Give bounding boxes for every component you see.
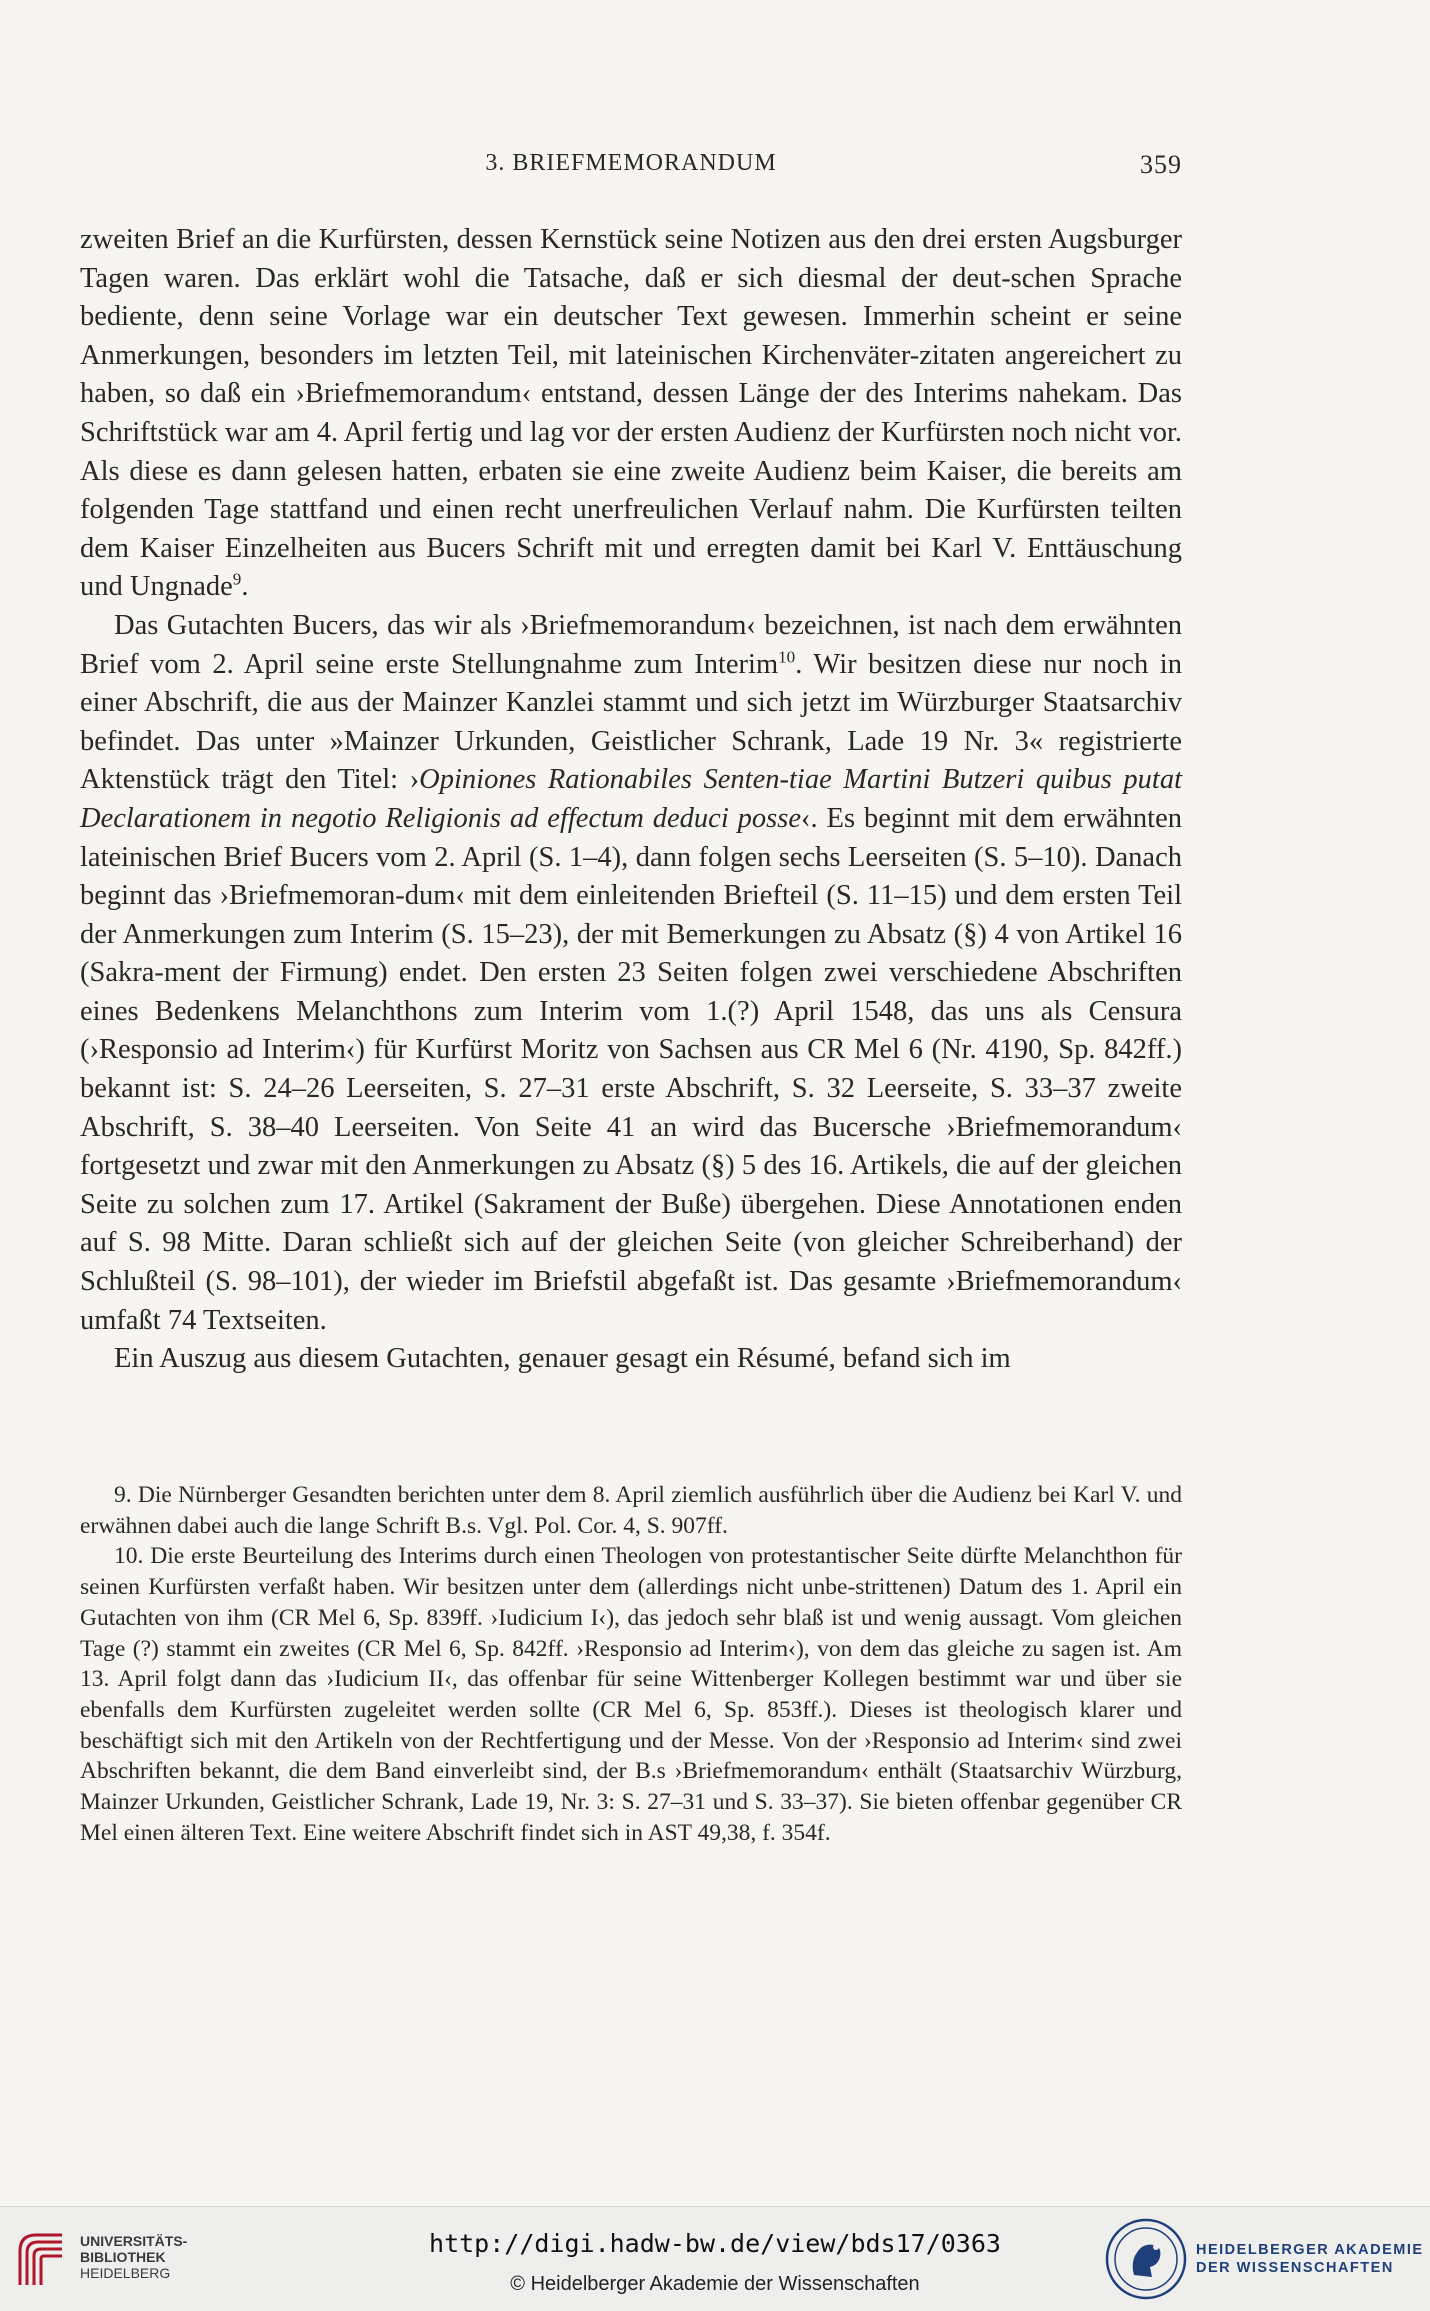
paragraph-2 xyxy=(80,607,1182,1340)
document-title: Opiniones Rationabiles Senten-tiae Martini Butzeri quibus putat Declarationem in negotio Religionis ad effectum deduci posse xyxy=(80,764,1183,834)
main-text xyxy=(80,221,1182,1379)
paragraph-2-text-c: ‹. Es beginnt mit dem erwähnten lateinischen Brief Bucers vom 2. April (S. 1–4), dann folgen sechs Leerseiten (S. 5–10). Danach beginnt das ›Briefmemoran-dum‹ mit dem einleitenden Briefteil (S. 11–15) und dem ersten Teil der Anmerkungen zum Interim (S. 15–23), der mit Bemerkungen zu Absatz (§) 4 von Artikel 16 (Sakra-ment der Firmung) endet. Den ersten 23 Seiten folgen zwei verschiedene Abschriften eines Bedenkens Melanchthons zum Interim vom 1.(?) April 1548, das uns als Censura (›Responsio ad Interim‹) für Kurfürst Moritz von Sachsen aus CR Mel 6 (Nr. 4190, Sp. 842ff.) bekannt ist: S. 24–26 Leerseiten, S. 27–31 erste Abschrift, S. 32 Leerseite, S. 33–37 zweite Abschrift, S. 38–40 Leerseiten. Von Seite 41 an wird das Bucersche ›Briefmemorandum‹ fortgesetzt und zwar mit den Anmerkungen zu Absatz (§) 5 des 16. Artikels, die auf der gleichen Seite zu solchen zum 17. Artikel (Sakrament der Buße) übergehen. Diese Annotationen enden auf S. 98 Mitte. Daran schließt sich auf der gleichen Seite (von gleicher Schreiberhand) der Schlußteil (S. 98–101), der wieder im Briefstil abgefaßt ist. Das gesamte ›Briefmemorandum‹ umfaßt 74 Textseiten. xyxy=(80,802,1182,1336)
permalink-url[interactable]: http://digi.hadw-bw.de/view/bds17/0363 xyxy=(429,2229,1001,2258)
footnote-10: 10. Die erste Beurteilung des Interims durch einen Theologen von protestantischer Seite dürfte Melanchthon für seinen Kurfürsten verfaßt haben. Wir besitzen unter dem (allerdings nicht unbe-strittenen) Datum des 1. April ein Gutachten von ihm (CR Mel 6, Sp. 839ff. ›Iudicium I‹), das jedoch sehr blaß ist und wenig aussagt. Vom gleichen Tage (?) stammt ein zweites (CR Mel 6, Sp. 842ff. ›Responsio ad Interim‹), von dem das gleiche zu sagen ist. Am 13. April folgt dann das ›Iudicium II‹, das offenbar für seine Wittenberger Kollegen bestimmt war und über sie ebenfalls dem Kurfürsten zugeleitet werden sollte (CR Mel 6, Sp. 853ff.). Dieses ist theologisch klarer und beschäftigt sich mit den Artikeln von der Rechtfertigung und der Messe. Von der ›Responsio ad Interim‹ sind zwei Abschriften bekannt, die dem Band einverleibt sind, der B.s ›Briefmemorandum‹ enthält (Staatsarchiv Würzburg, Mainzer Urkunden, Geistlicher Schrank, Lade 19, Nr. 3: S. 27–31 und S. 33–37). Sie bieten offenbar gegenüber CR Mel einen älteren Text. Eine weitere Abschrift findet sich in AST 49,38, f. 354f. xyxy=(80,1543,1182,1846)
footnote-ref-10[interactable]: 10 xyxy=(778,647,796,667)
paragraph-2-text-a: Das Gutachten Bucers, das wir als ›Briefmemorandum‹ bezeichnen, ist nach dem erwähnten Brief vom 2. April seine erste Stellungnahme zum Interim xyxy=(80,609,1182,680)
academy-name: HEIDELBERGER AKADEMIE DER WISSENSCHAFTEN xyxy=(1196,2242,1424,2276)
paragraph-2-text-b: . Wir besitzen diese nur noch in einer Abschrift, die aus der Mainzer Kanzlei stammt und sich jetzt im Würzburger Staatsarchiv befindet. Das unter »Mainzer Urkunden, Geistlicher Schrank, Lade 19 Nr. 3« registrierte Aktenstück trägt den Titel: › xyxy=(80,648,1182,796)
academy-seal-icon[interactable] xyxy=(1104,2217,1188,2301)
viewer-footer xyxy=(0,2206,1430,2311)
footnotes xyxy=(80,1480,1182,1848)
running-head xyxy=(80,150,1182,184)
page-number: 359 xyxy=(1140,150,1182,179)
footnote-9: 9. Die Nürnberger Gesandten berichten unter dem 8. April ziemlich ausführlich über die Audienz bei Karl V. und erwähnen dabei auch die lange Schrift B.s. Vgl. Pol. Cor. 4, S. 907ff. xyxy=(80,1482,1182,1539)
chapter-title: 3. BRIEFMEMORANDUM xyxy=(485,150,777,176)
copyright-notice: © Heidelberger Akademie der Wissenschaften xyxy=(510,2273,920,2295)
library-name: UNIVERSITÄTS- BIBLIOTHEK HEIDELBERG xyxy=(80,2233,188,2281)
paragraph-1-text: zweiten Brief an die Kurfürsten, dessen Kernstück seine Notizen aus den drei ersten Augsburger Tagen waren. Das erklärt wohl die Tatsache, daß er sich diesmal der deut-schen Sprache bediente, denn seine Vorlage war ein deutscher Text gewesen. Immerhin scheint er seine Anmerkungen, besonders im letzten Teil, mit lateinischen Kirchenväter-zitaten angereichert zu haben, so daß ein ›Briefmemorandum‹ entstand, dessen Länge der des Interims nahekam. Das Schriftstück war am 4. April fertig und lag vor der ersten Audienz der Kurfürsten noch nicht vor. Als diese es dann gelesen hatten, erbaten sie eine zweite Audienz beim Kaiser, die bereits am folgenden Tage stattfand und einen recht unerfreulichen Verlauf nahm. Die Kurfürsten teilten dem Kaiser Einzelheiten aus Bucers Schrift mit und erregten damit bei Karl V. Enttäuschung und Ungnade xyxy=(80,224,1182,603)
paragraph-1 xyxy=(80,221,1182,607)
paragraph-1-end: . xyxy=(241,571,249,603)
footnote-ref-9[interactable]: 9 xyxy=(232,569,242,589)
paragraph-3: Ein Auszug aus diesem Gutachten, genauer gesagt ein Résumé, befand sich im xyxy=(114,1343,1011,1375)
